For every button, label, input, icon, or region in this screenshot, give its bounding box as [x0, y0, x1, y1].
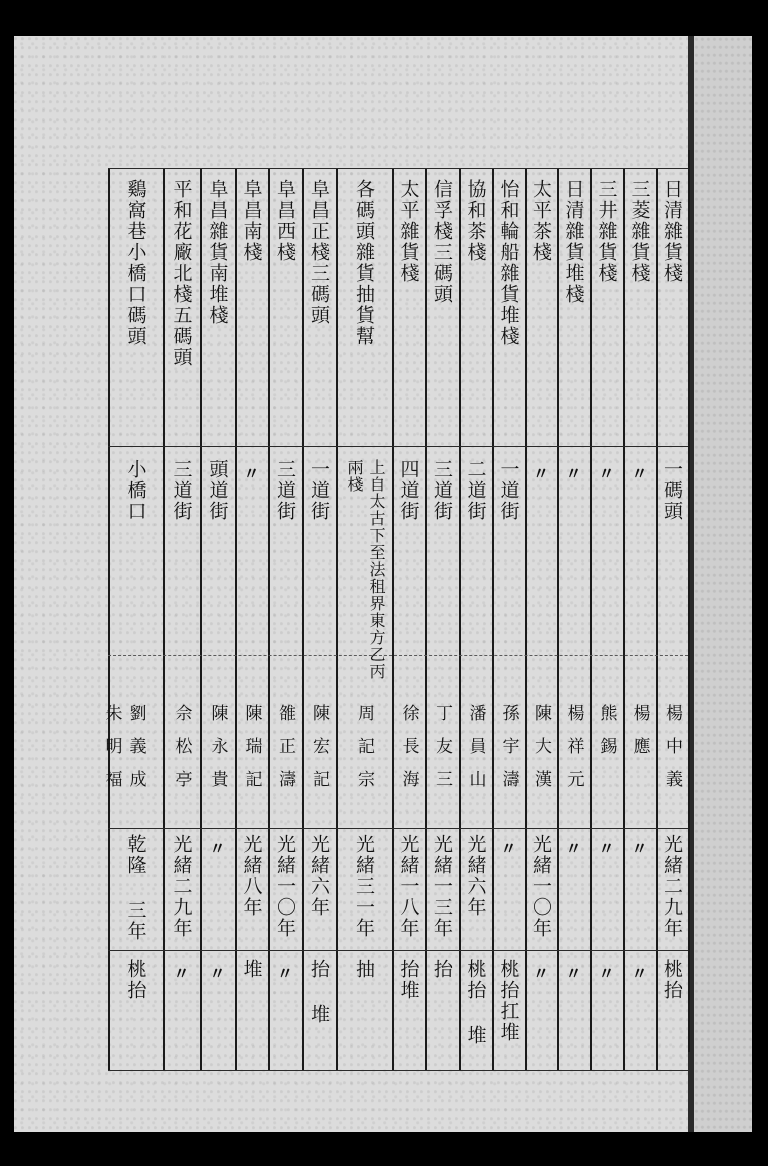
loc-cell: 上自太古下至法租界東方乙丙兩棧 [345, 459, 386, 680]
row-rule [108, 168, 688, 169]
type-cell: 抬 [431, 959, 453, 980]
loc-cell: 小橋口 [124, 459, 147, 522]
column-rule [302, 168, 304, 1070]
type-cell: 〃 [277, 964, 294, 983]
name-cell: 怡和輪船雜貨堆棧 [497, 179, 520, 347]
type-cell: 抬堆 [397, 959, 420, 1001]
row-rule [108, 446, 688, 447]
type-cell: 抬 堆 [308, 959, 330, 1025]
owner-cell: 楊應 [629, 704, 650, 770]
column-rule [557, 168, 559, 1070]
loc-cell: 三道街 [170, 459, 193, 522]
year-cell: 光緒一八年 [397, 834, 420, 939]
owner-cell: 陳宏記 [309, 704, 329, 803]
name-cell: 協和茶棧 [464, 179, 487, 263]
type-cell: 抽 [353, 959, 375, 980]
type-cell: 〃 [631, 964, 648, 983]
name-cell: 日清雜貨棧 [661, 179, 683, 284]
owner-cell: 楊中義 [662, 704, 682, 803]
name-cell: 太平茶棧 [530, 179, 552, 263]
loc-cell: 頭道街 [206, 459, 229, 522]
row-rule [108, 1070, 688, 1071]
owner-cell: 徐長海 [398, 704, 419, 803]
name-cell: 阜昌雜貨南堆棧 [206, 179, 229, 326]
type-cell: 堆 [240, 959, 263, 980]
owner-cell: 劉義成 朱明福 [101, 704, 146, 803]
loc-cell: 一道街 [308, 459, 330, 522]
type-cell: 桃抬扛堆 [497, 959, 520, 1043]
column-rule [656, 168, 658, 1070]
year-cell: 〃 [209, 839, 226, 858]
loc-cell: 〃 [243, 464, 260, 483]
owner-cell: 丁友三 [432, 704, 452, 803]
column-rule [425, 168, 427, 1070]
name-cell: 太平雜貨棧 [397, 179, 420, 284]
type-cell: 〃 [209, 964, 226, 983]
owner-cell: 陳瑞記 [241, 704, 262, 803]
owner-cell: 陳永貴 [207, 704, 228, 803]
loc-cell: 一道街 [497, 459, 520, 522]
name-cell: 阜昌正棧三碼頭 [308, 179, 330, 326]
column-rule [492, 168, 494, 1070]
name-cell: 平和花廠北棧五碼頭 [170, 179, 193, 368]
year-cell: 〃 [598, 839, 615, 858]
year-cell: 光緒八年 [240, 834, 263, 918]
loc-cell: 〃 [598, 464, 615, 483]
owner-cell: 孫宇濤 [498, 704, 519, 803]
column-rule [268, 168, 270, 1070]
owner-cell: 熊錫 [596, 704, 617, 770]
column-rule [163, 168, 165, 1070]
year-cell: 〃 [500, 839, 517, 858]
type-cell: 〃 [173, 964, 190, 983]
year-cell: 乾隆 三年 [124, 834, 147, 942]
column-rule [459, 168, 461, 1070]
type-cell: 桃抬 堆 [464, 959, 487, 1046]
year-cell: 〃 [565, 839, 582, 858]
name-cell: 三井雜貨棧 [595, 179, 618, 284]
owner-cell: 潘員山 [465, 704, 486, 803]
year-cell: 〃 [631, 839, 648, 858]
year-cell: 光緒一〇年 [274, 834, 296, 939]
year-cell: 光緒二九年 [170, 834, 193, 939]
year-cell: 光緒一三年 [431, 834, 453, 939]
year-cell: 光緒六年 [308, 834, 330, 918]
type-cell: 桃抬 [661, 959, 683, 1001]
name-cell: 日清雜貨堆棧 [562, 179, 585, 305]
loc-cell: 三道街 [431, 459, 453, 522]
loc-cell: 一碼頭 [661, 459, 683, 522]
type-cell: 〃 [565, 964, 582, 983]
row-rule [108, 828, 688, 829]
name-cell: 阜昌西棧 [274, 179, 296, 263]
type-cell: 桃抬 [124, 959, 147, 1001]
name-cell: 各碼頭雜貨抽貨幫 [353, 179, 375, 347]
name-cell: 信孚棧三碼頭 [431, 179, 453, 305]
year-cell: 光緒二九年 [661, 834, 683, 939]
row-rule [108, 950, 688, 951]
type-cell: 〃 [533, 964, 550, 983]
column-rule [108, 168, 110, 1070]
column-rule [525, 168, 527, 1070]
column-rule [200, 168, 202, 1070]
name-cell: 鷄窩巷小橋口碼頭 [124, 179, 147, 347]
year-cell: 光緒一〇年 [530, 834, 552, 939]
loc-cell: 三道街 [274, 459, 296, 522]
owner-cell: 楊祥元 [563, 704, 584, 803]
loc-cell: 四道街 [397, 459, 420, 522]
name-cell: 阜昌南棧 [240, 179, 263, 263]
column-rule [392, 168, 394, 1070]
loc-cell: 二道街 [464, 459, 487, 522]
owner-cell: 周記宗 [354, 704, 374, 803]
loc-cell: 〃 [631, 464, 648, 483]
type-cell: 〃 [598, 964, 615, 983]
owner-cell: 佘松亭 [171, 704, 192, 803]
column-rule [623, 168, 625, 1070]
year-cell: 光緒六年 [464, 834, 487, 918]
loc-cell: 〃 [565, 464, 582, 483]
column-rule [590, 168, 592, 1070]
name-cell: 三菱雜貨棧 [628, 179, 651, 284]
year-cell: 光緒三一年 [353, 834, 375, 939]
owner-cell: 雒正濤 [275, 704, 295, 803]
column-rule [336, 168, 338, 1070]
column-rule [688, 150, 690, 1052]
loc-cell: 〃 [533, 464, 550, 483]
owner-cell: 陳大漢 [531, 704, 551, 803]
column-rule [235, 168, 237, 1070]
